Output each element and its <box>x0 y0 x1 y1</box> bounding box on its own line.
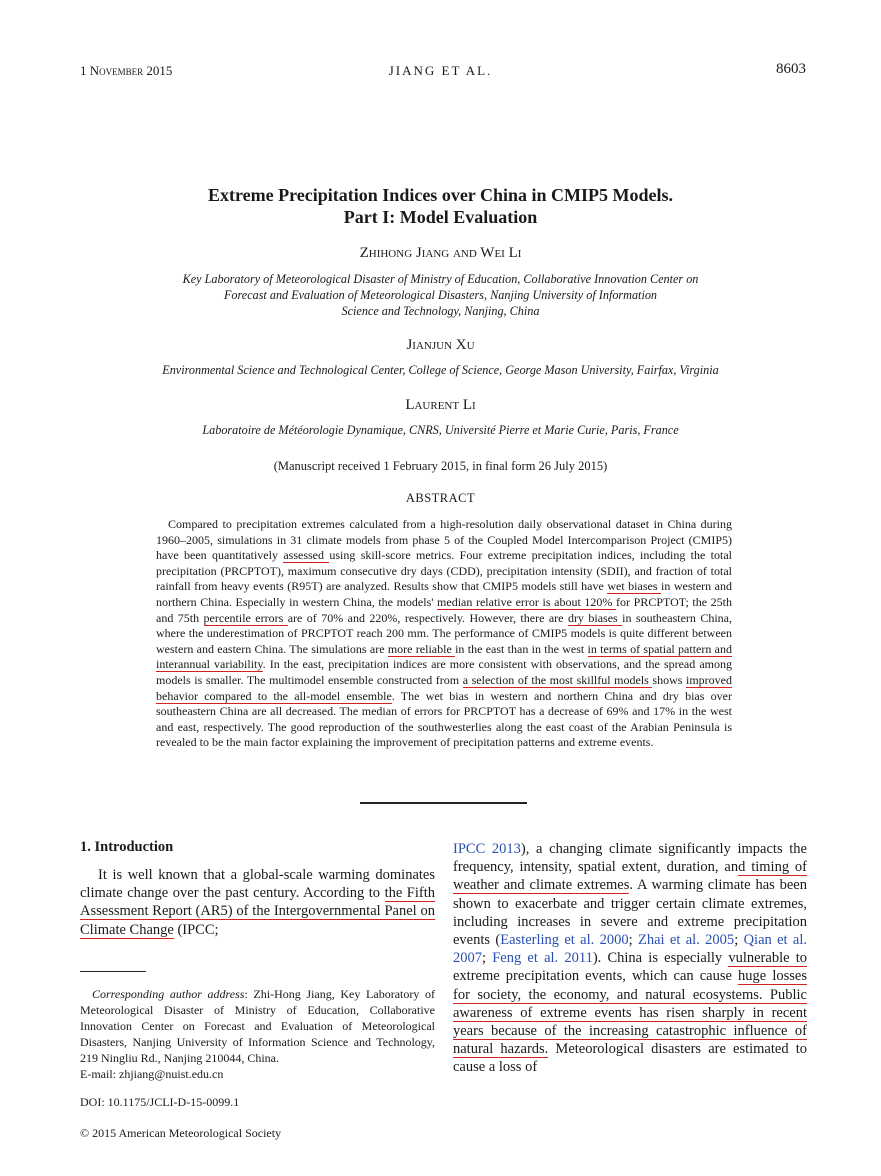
abstract-text: in the east than in the west <box>455 641 588 656</box>
copyright: © 2015 American Meteorological Society <box>80 1126 282 1140</box>
affiliation-1-line-1: Key Laboratory of Meteorological Disaster of Ministry of Education, Collaborative Innovation Center on <box>182 272 699 286</box>
affiliation-1 <box>0 271 881 319</box>
highlight-underline: dry biases <box>567 610 623 625</box>
page-number: 8603 <box>776 61 806 77</box>
highlight-underline: wet biases <box>607 579 661 594</box>
affiliation-1-line-2: Forecast and Evaluation of Meteorological Disasters, Nanjing University of Information <box>223 288 658 302</box>
highlight-underline: huge losses for society, the economy, and natural ecosystems. Public awareness of extreme events has risen sharply in recent years because of the increasing catastrophic influence of natural hazards. <box>453 968 807 1058</box>
section-heading-introduction: 1. Introduction <box>80 839 174 855</box>
body-text: ; <box>482 950 493 967</box>
body-text: Meteorological disasters are estimated to cause a loss of <box>453 1041 807 1076</box>
abstract-text: Compared to precipitation extremes calculated from a high-resolution daily observational dataset in China during 1960–2005, simulations in 31 climate models from phase 5 of the Coupled Model Intercomparison Project (CMIP5) have been quantitatively <box>156 517 732 563</box>
body-text: (IPCC; <box>173 921 219 938</box>
intro-left-column <box>80 866 435 939</box>
highlight-underline: assessed <box>283 548 330 563</box>
author-names-2: Jianjun Xu <box>406 337 475 353</box>
corresponding-author-footnote <box>80 986 435 1082</box>
body-text: ; <box>734 932 744 949</box>
highlight-underline: the Fifth Assessment Report (AR5) of the Intergovernmental Panel on Climate Change <box>80 885 435 938</box>
intro-right-column <box>453 840 807 1077</box>
highlight-underline: d timing of weather and climate extremes <box>453 859 807 894</box>
citation-link[interactable]: Feng et al. 2011 <box>492 950 593 967</box>
abstract-text: in southeastern China, where the underestimation of PRCPTOT reach 200 mm. The performance of CMIP5 models is quite different between western and eastern China. The simulations are <box>156 610 732 656</box>
title-line-2: Part I: Model Evaluation <box>343 207 538 227</box>
footnote-rule <box>80 971 146 972</box>
citation-link[interactable]: Zhai et al. 2005 <box>638 932 735 949</box>
body-text: . A warming climate has been shown to exacerbate and trigger certain climate extremes, including increases in severe and extreme precipitation events ( <box>453 877 807 949</box>
author-email: E-mail: zhjiang@nuist.edu.cn <box>80 1067 224 1081</box>
abstract-text: using skill-score metrics. Four extreme precipitation indices, including the total precipitation (PRCPTOT), maximum consecutive dry days (CDD), precipitation intensity (SDII), and fraction of total rainfall from heavy events (R95T) are analyzed. Results show that CMIP5 models still have <box>156 548 733 594</box>
footnote-label: Corresponding author address <box>92 987 245 1001</box>
abstract-text: . The wet bias in western and northern China and dry bias over southeastern China are all decreased. The median of errors for PRCPTOT has a decrease of 69% and 17% in the west and east, respectively. The good reproduction of the southwesterlies along the east coast of the Arabian Peninsula is revealed to be the main factor explaining the improvement of precipitation patterns and extreme events. <box>156 688 732 750</box>
abstract-body <box>156 517 732 751</box>
highlight-underline: percentile errors <box>203 610 288 625</box>
abstract-text: . In the east, precipitation indices are more consistent with observations, and the spread among models is smaller. The multimodel ensemble constructed from <box>156 657 733 687</box>
citation-link[interactable]: IPCC 2013 <box>453 841 521 857</box>
citation-link[interactable]: Qian et al. 2007 <box>453 932 808 967</box>
abstract-text: in western and northern China. Especially in western China, the models' <box>156 579 732 609</box>
paper-title <box>0 184 881 228</box>
highlight-underline: in terms of spatial pattern and interannual variability <box>156 641 732 672</box>
affiliation-2: Environmental Science and Technological Center, College of Science, George Mason University, Fairfax, Virginia <box>162 363 719 377</box>
body-text: extreme precipitation events, which can cause <box>453 968 739 985</box>
abstract-text: shows <box>652 672 686 687</box>
body-text: It is well known that a global-scale warming dominates climate change over the past century. According to <box>80 867 435 902</box>
abstract-heading: ABSTRACT <box>405 491 476 505</box>
highlight-underline: improved behavior compared to the all-model ensemble <box>156 672 732 703</box>
highlight-underline: median relative error is about 120% <box>437 594 617 609</box>
body-text: ; <box>628 932 639 949</box>
highlight-underline: vulnerable to <box>728 950 808 967</box>
footnote-text: : Zhi-Hong Jiang, Key Laboratory of Meteorological Disaster of Ministry of Education, Collaborative Innovation Center on Forecast and Evaluation of Meteorological Disasters, Nanjing University of Information Science and Technology, 219 Ningliu Rd., Nanjing 210044, China. <box>80 987 435 1065</box>
citation-link[interactable]: Easterling et al. 2000 <box>500 932 629 949</box>
abstract-text: for PRCPTOT; the 25th and 75th <box>156 594 733 625</box>
manuscript-received: (Manuscript received 1 February 2015, in final form 26 July 2015) <box>273 459 608 473</box>
body-text: ), a changing climate significantly impacts the frequency, intensity, spatial extent, duration, an <box>453 841 807 876</box>
section-divider <box>360 802 527 804</box>
highlight-underline: a selection of the most skillful models <box>462 672 653 687</box>
highlight-underline: more reliable <box>387 641 456 656</box>
abstract-text: are of 70% and 220%, respectively. However, there are <box>287 610 568 625</box>
affiliation-3: Laboratoire de Météorologie Dynamique, CNRS, Université Pierre et Marie Curie, Paris, France <box>202 423 679 437</box>
affiliation-1-line-3: Science and Technology, Nanjing, China <box>341 304 540 318</box>
running-head: JIANG ET AL. <box>388 63 493 78</box>
author-names-3: Laurent Li <box>405 397 476 413</box>
header-date: 1 November 2015 <box>80 63 173 78</box>
doi: DOI: 10.1175/JCLI-D-15-0099.1 <box>80 1095 240 1109</box>
body-text: ). China is especially <box>592 950 729 967</box>
title-line-1: Extreme Precipitation Indices over China in CMIP5 Models. <box>208 185 673 205</box>
author-names-1: Zhihong Jiang and Wei Li <box>359 245 522 261</box>
